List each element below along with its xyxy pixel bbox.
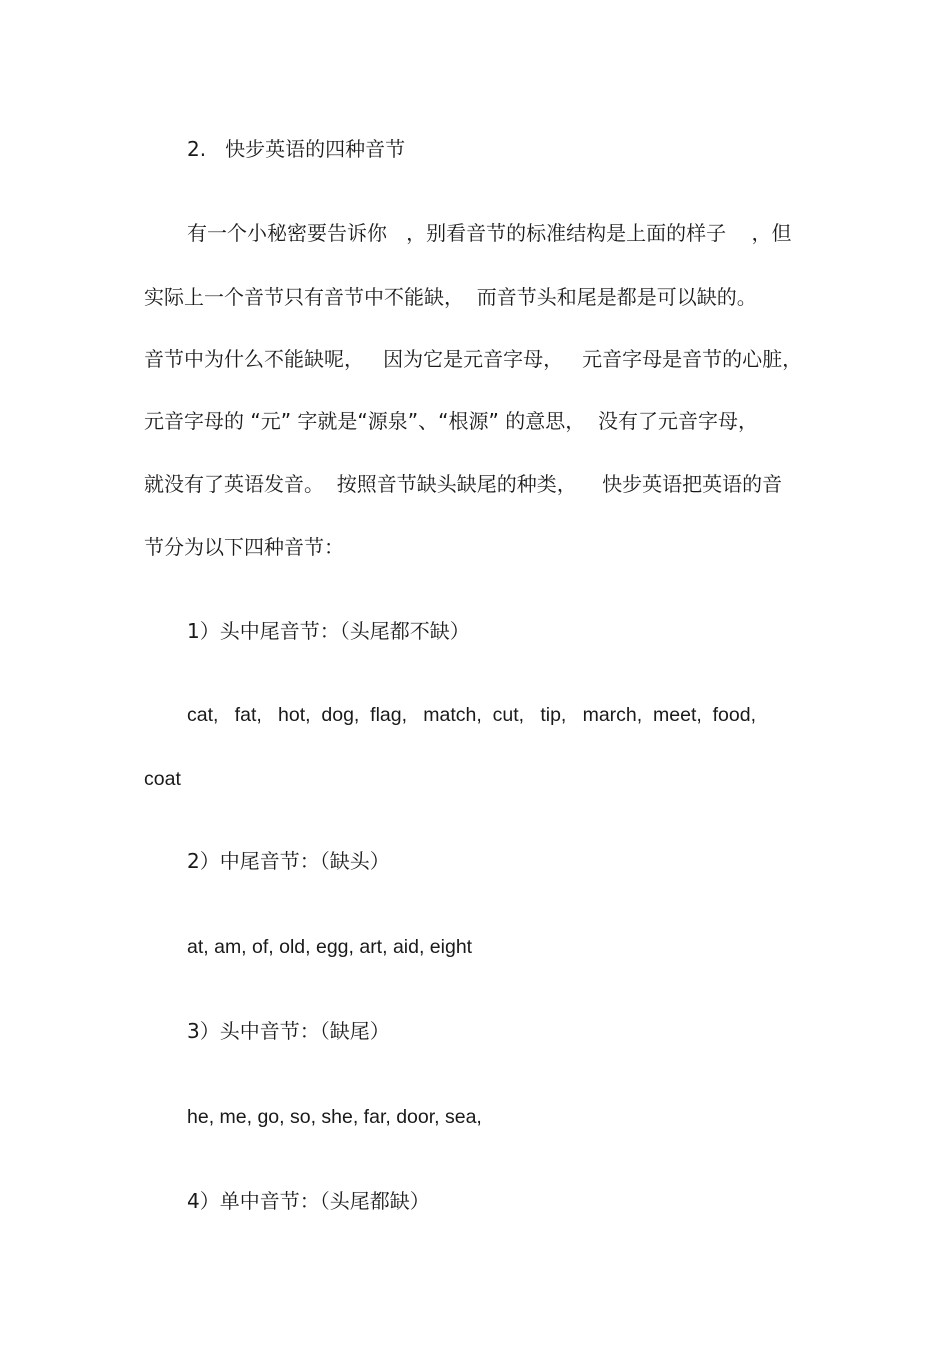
section-heading: 2. 快步英语的四种音节 — [187, 137, 406, 161]
syllable-type-heading: 1）头中尾音节：（头尾都不缺） — [187, 619, 470, 643]
paragraph-line: 元音字母的 “元” 字就是“源泉”、“根源” 的意思， 没有了元音字母， — [144, 409, 758, 433]
syllable-examples: at, am, of, old, egg, art, aid, eight — [187, 936, 473, 958]
paragraph-line: 音节中为什么不能缺呢， 因为它是元音字母， 元音字母是音节的心脏， — [144, 347, 803, 371]
syllable-examples: cat, fat, hot, dog, flag, match, cut, tip, march, meet, food, — [187, 704, 757, 726]
syllable-type-heading: 2）中尾音节：（缺头） — [187, 849, 390, 873]
syllable-type-heading: 4）单中音节：（头尾都缺） — [187, 1189, 430, 1213]
paragraph-line: 实际上一个音节只有音节中不能缺， 而音节头和尾是都是可以缺的。 — [144, 285, 757, 309]
paragraph-line: 有一个小秘密要告诉你 ，别看音节的标准结构是上面的样子 ，但 — [187, 221, 792, 245]
paragraph-line: 节分为以下四种音节： — [144, 535, 344, 559]
syllable-examples-continued: coat — [144, 768, 181, 790]
paragraph-line: 就没有了英语发音。 按照音节缺头缺尾的种类， 快步英语把英语的音 — [144, 472, 783, 496]
syllable-type-heading: 3）头中音节：（缺尾） — [187, 1019, 390, 1043]
syllable-examples: he, me, go, so, she, far, door, sea, — [187, 1106, 482, 1128]
